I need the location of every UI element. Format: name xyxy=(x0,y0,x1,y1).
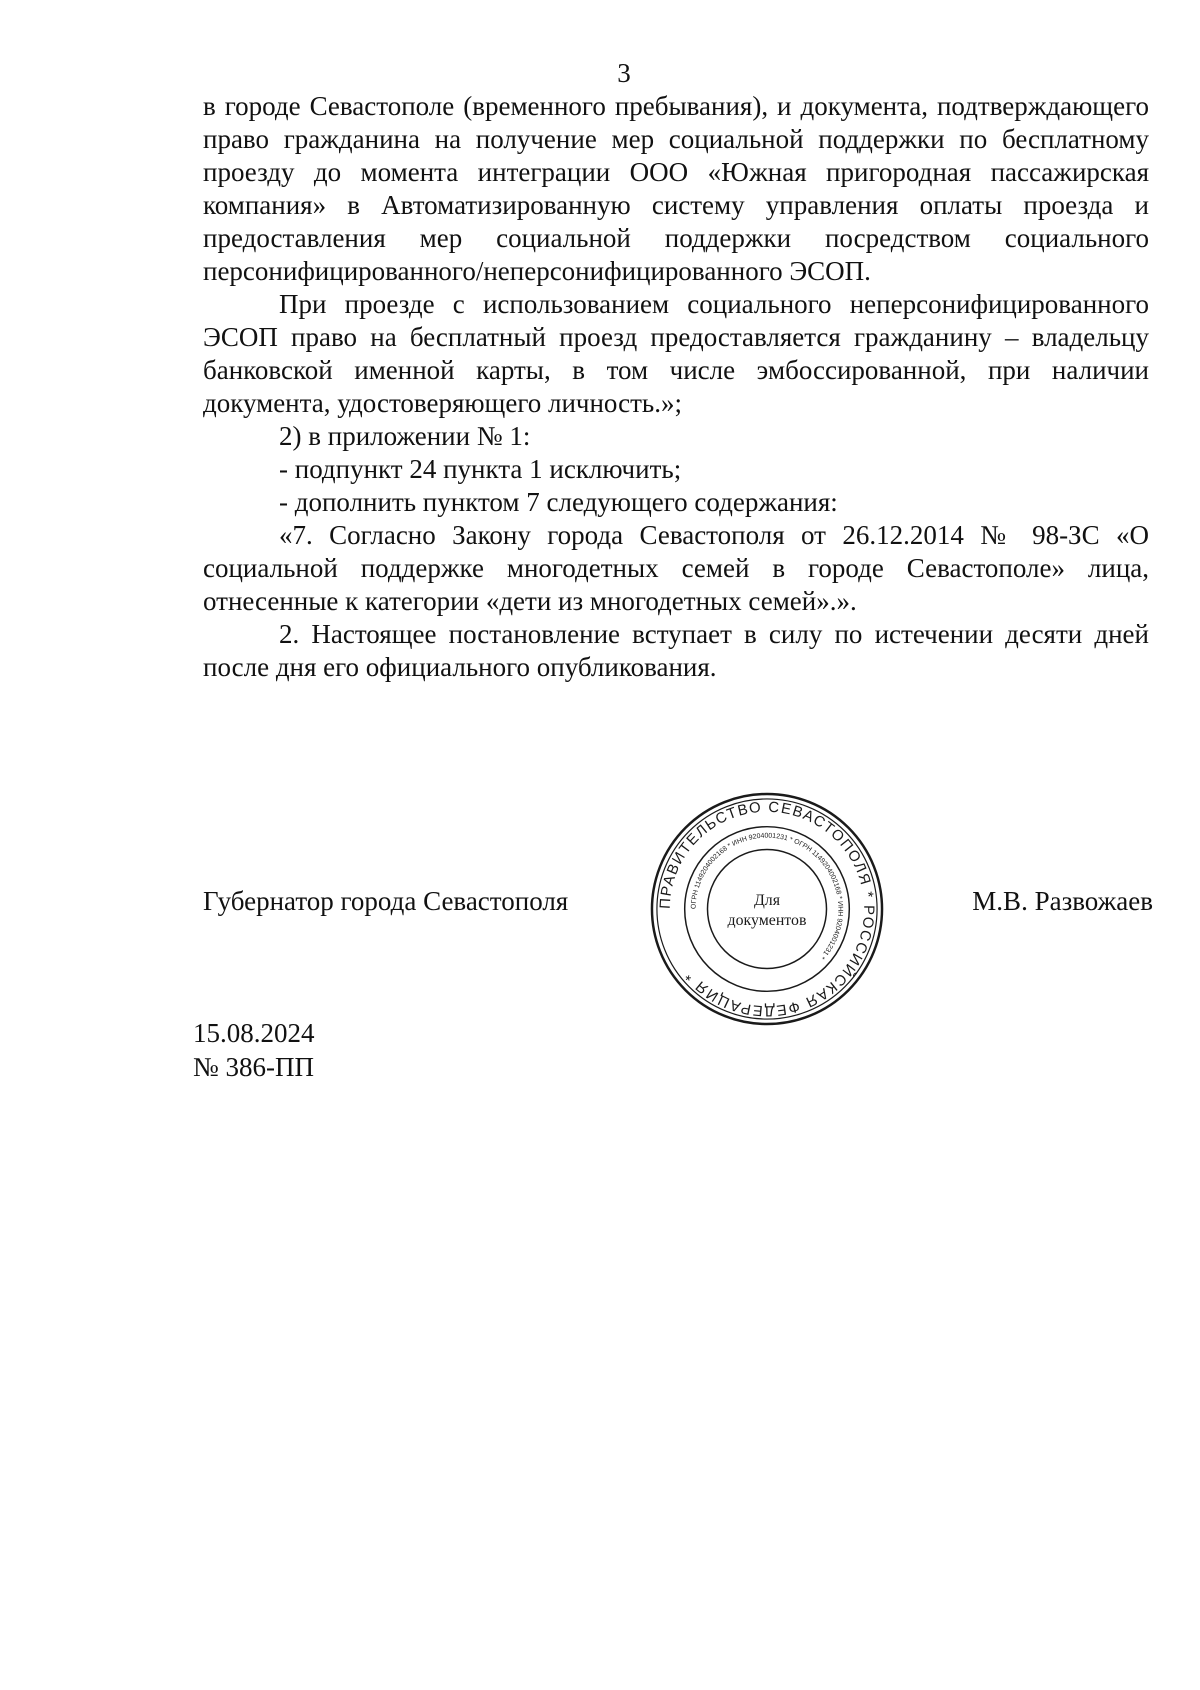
paragraph: При проезде с использованием социального неперсонифицированного ЭСОП право на бесплатный проезд предоставляется гражданину – владельцу банковской именной карты, в том числе эмбоссированной, при наличии документа, удостоверяющего личность.»; xyxy=(203,289,1149,418)
document-body xyxy=(203,90,1149,684)
paragraph: в городе Севастополе (временного пребывания), и документа, подтверждающего право гражданина на получение мер социальной поддержки по бесплатному проезду до момента интеграции ООО «Южная пригородная пассажирская компания» в Автоматизированную систему управления оплаты проезда и предоставления мер социальной поддержки посредством социального персонифицированного/неперсонифицированного ЭСОП. xyxy=(203,91,1149,286)
official-seal xyxy=(648,790,886,1028)
seal-outer-text: ПРАВИТЕЛЬСТВО СЕВАСТОПОЛЯ * РОССИЙСКАЯ ФЕДЕРАЦИЯ * xyxy=(657,799,877,1019)
seal-inner-text: ОГРН 1149204002168 * ИНН 9204001231 * ОГРН 1149204002168 * ИНН 9204001231 * xyxy=(690,832,844,961)
paragraph: 2. Настоящее постановление вступает в силу по истечении десяти дней после дня его официального опубликования. xyxy=(203,619,1149,682)
seal-center-line2: документов xyxy=(727,911,807,929)
paragraph: - дополнить пунктом 7 следующего содержания: xyxy=(279,487,838,517)
seal-center-line1: Для xyxy=(753,892,781,910)
document-number: № 386-ПП xyxy=(193,1052,314,1082)
paragraph: «7. Согласно Закону города Севастополя от 26.12.2014 № 98-ЗС «О социальной поддержке многодетных семей в городе Севастополе» лица, отнесенные к категории «дети из многодетных семей».». xyxy=(203,520,1149,616)
page-number: 3 xyxy=(617,58,631,88)
signer-title: Губернатор города Севастополя xyxy=(203,886,569,916)
paragraph: - подпункт 24 пункта 1 исключить; xyxy=(279,454,682,484)
signer-name: М.В. Развожаев xyxy=(972,886,1153,916)
paragraph: 2) в приложении № 1: xyxy=(279,421,531,451)
document-date: 15.08.2024 xyxy=(193,1018,315,1048)
